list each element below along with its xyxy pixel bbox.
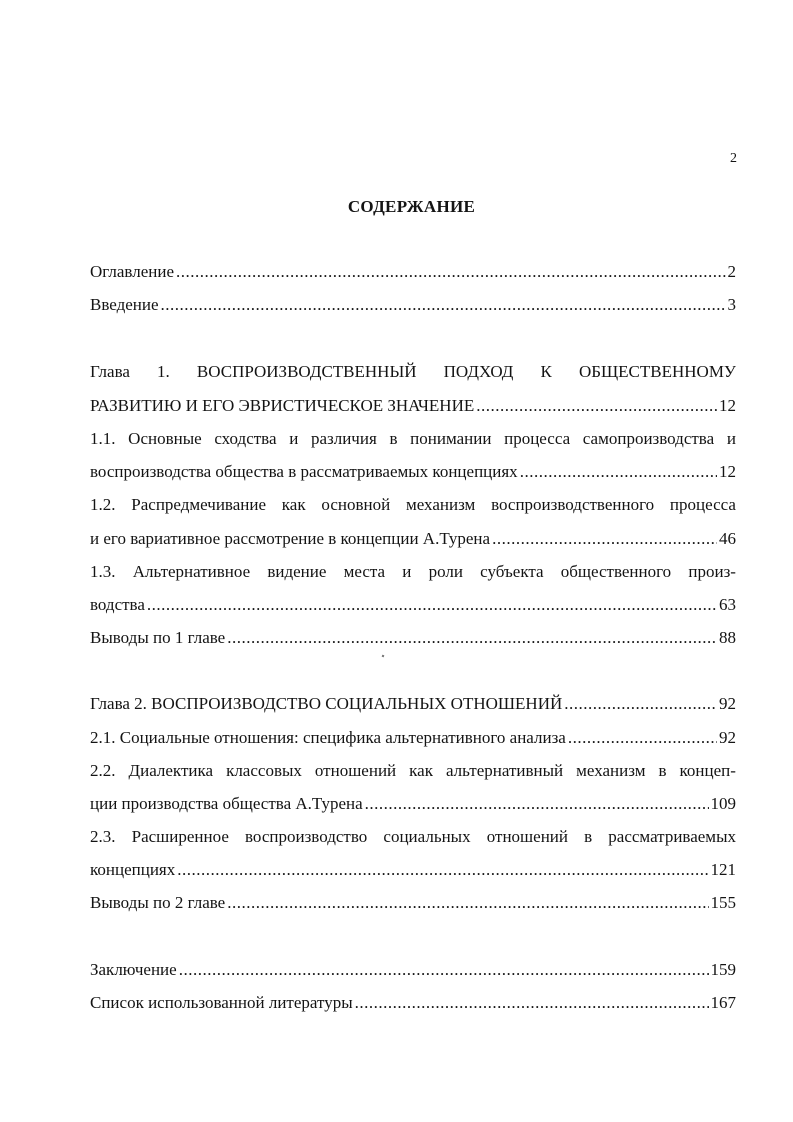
scan-speck [382,655,385,658]
toc-word: процесса [669,495,736,514]
toc-word: как [409,761,433,780]
dot-leader [177,860,708,880]
toc-section-1-2-line-1 [90,495,736,517]
toc-word: в [658,761,667,780]
toc-entry-text: РАЗВИТИЮ И ЕГО ЭВРИСТИЧЕСКОЕ ЗНАЧЕНИЕ [90,396,475,415]
toc-section-2-3-line-1 [90,827,736,849]
toc-entry-text: Список использованной литературы [90,993,353,1012]
toc-chapter-1-line-1 [90,362,736,384]
toc-section-1-3-line-1 [90,562,736,584]
toc-entry-text: Выводы по 1 главе [90,628,226,647]
toc-entry-text: Заключение [90,960,177,979]
toc-entry-text: Введение [90,295,159,314]
dot-leader [520,462,717,482]
toc-entry-text: воспроизводства общества в рассматриваемых концепциях [90,462,518,481]
toc-word: места [343,562,386,581]
dot-leader [492,529,717,549]
toc-word: сходства [214,429,277,448]
toc-word: субъекта [480,562,544,581]
toc-word: в [584,827,593,846]
toc-word: классовых [226,761,302,780]
toc-word: отношений [486,827,568,846]
toc-entry-page: 88 [719,628,736,647]
toc-entry-text: Оглавление [90,262,174,281]
toc-word: роли [428,562,463,581]
toc-entry-page: 167 [710,993,736,1012]
toc-entry-conclusions-1 [90,628,736,650]
dot-leader [568,728,717,748]
toc-entry-page: 92 [719,728,736,747]
toc-section-1-2-line-2 [90,529,736,551]
toc-word: Альтернативное [132,562,251,581]
toc-section-1-1-line-2 [90,462,736,484]
dot-leader [355,993,709,1013]
dot-leader [365,794,709,814]
toc-entry-page: 12 [719,396,736,415]
toc-word: общественного [560,562,672,581]
toc-entry-page: 155 [710,893,736,912]
dot-leader [564,694,717,714]
toc-entry-page: 2 [727,262,736,281]
toc-entry-text: 2.1. Социальные отношения: специфика альтернативного анализа [90,728,566,747]
toc-word: Глава [90,362,130,381]
toc-word: рассматриваемых [608,827,736,846]
toc-word: в [389,429,398,448]
toc-entry-page: 109 [710,794,736,813]
toc-chapter-2 [90,694,736,716]
toc-word: различия [310,429,377,448]
toc-title: СОДЕРЖАНИЕ [347,197,476,216]
toc-entry-page: 46 [719,529,736,548]
toc-word: основной [321,495,391,514]
toc-word: воспроизводство [245,827,368,846]
toc-word: и [726,429,736,448]
toc-entry-conclusions-2 [90,893,736,915]
toc-entry-text: ции производства общества А.Турена [90,794,363,813]
toc-entry-page: 12 [719,462,736,481]
toc-entry-text: Глава 2. ВОСПРОИЗВОДСТВО СОЦИАЛЬНЫХ ОТНОШЕНИЙ [90,694,563,713]
toc-chapter-1-line-2 [90,396,736,418]
toc-section-2-1 [90,728,736,750]
toc-word: произ- [688,562,736,581]
toc-word: самопроизводства [582,429,715,448]
toc-word: понимании [410,429,492,448]
toc-word: ВОСПРОИЗВОДСТВЕННЫЙ [196,362,417,381]
page-number: 2 [730,151,737,166]
toc-word: как [281,495,306,514]
toc-word: Основные [128,429,202,448]
toc-word: концеп- [679,761,736,780]
toc-word: ПОДХОД [443,362,514,381]
toc-section-2-2-line-1 [90,761,736,783]
toc-entry-page: 92 [719,694,736,713]
toc-entry-page: 159 [710,960,736,979]
toc-word: процесса [504,429,571,448]
toc-word: 1.1. [90,429,116,448]
dot-leader [147,595,717,615]
toc-word: Расширенное [131,827,229,846]
toc-word: видение [267,562,327,581]
toc-entry-contents [90,262,736,284]
toc-word: 1.3. [90,562,116,581]
toc-entry-conclusion [90,960,736,982]
dot-leader [476,396,717,416]
toc-word: Диалектика [128,761,214,780]
toc-section-1-3-line-2 [90,595,736,617]
toc-word: альтернативный [445,761,564,780]
toc-word: К [540,362,552,381]
dot-leader [179,960,709,980]
dot-leader [161,295,726,315]
dot-leader [227,628,717,648]
toc-word: механизм [576,761,646,780]
toc-entry-text: концепциях [90,860,176,879]
dot-leader [227,893,708,913]
toc-word: воспроизводственного [491,495,655,514]
toc-entry-text: водства [90,595,145,614]
dot-leader [176,262,726,282]
toc-entry-intro [90,295,736,317]
toc-word: ОБЩЕСТВЕННОМУ [578,362,736,381]
toc-word: отношений [314,761,397,780]
toc-word: социальных [383,827,471,846]
toc-entry-bibliography [90,993,736,1015]
toc-section-2-2-line-2 [90,794,736,816]
toc-word: механизм [405,495,476,514]
toc-word: 2.2. [90,761,116,780]
toc-entry-page: 63 [719,595,736,614]
toc-word: и [289,429,299,448]
toc-entry-page: 121 [710,860,736,879]
toc-word: Распредмечивание [131,495,267,514]
toc-word: 1.2. [90,495,116,514]
toc-word: 1. [157,362,170,381]
toc-word: 2.3. [90,827,116,846]
toc-section-2-3-line-2 [90,860,736,882]
toc-entry-text: и его вариативное рассмотрение в концепции А.Турена [90,529,491,548]
toc-entry-text: Выводы по 2 главе [90,893,226,912]
toc-section-1-1-line-1 [90,429,736,451]
toc-entry-page: 3 [727,295,736,314]
toc-word: и [402,562,412,581]
